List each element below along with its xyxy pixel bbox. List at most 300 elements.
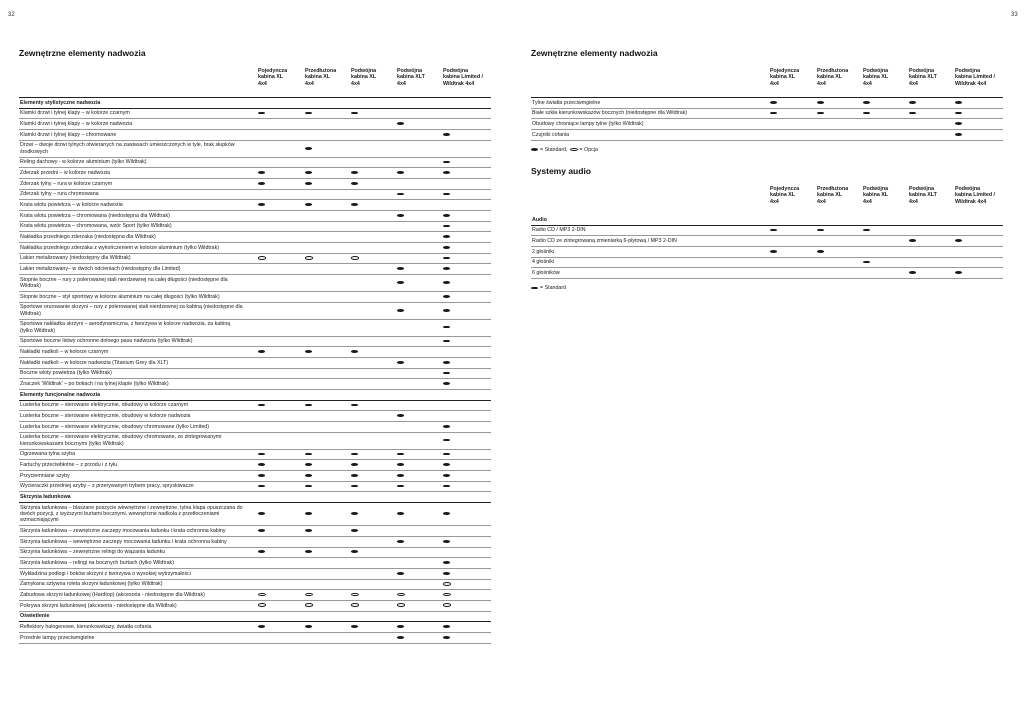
standard-mark-icon xyxy=(397,453,404,456)
standard-mark-icon xyxy=(443,485,450,488)
feature-label: Znaczek 'Wildtrak' – po bokach i na tylnej klapie (tylko Wildtrak) xyxy=(19,379,258,390)
availability-cell xyxy=(351,411,397,422)
availability-cell xyxy=(909,119,955,130)
availability-cell xyxy=(351,579,397,590)
option-mark-icon xyxy=(305,593,313,597)
availability-cell xyxy=(351,211,397,222)
standard-mark-icon xyxy=(305,147,312,150)
feature-label: Klamki drzwi i tylnej klapy – w kolorze nadwozia xyxy=(19,119,258,130)
right-audio-column-headers xyxy=(531,186,1003,215)
feature-label: Stopnie boczne – rury z polerowanej stali nierdzewnej na całej długości (niedostępne dla Wildtrak) xyxy=(19,275,258,292)
standard-mark-icon xyxy=(955,239,962,242)
availability-cell xyxy=(397,119,443,130)
availability-cell xyxy=(443,357,491,368)
availability-cell xyxy=(955,236,1003,247)
availability-cell xyxy=(351,622,397,633)
standard-mark-icon xyxy=(531,148,538,151)
availability-cell xyxy=(258,189,305,200)
availability-cell xyxy=(258,470,305,481)
availability-cell xyxy=(443,189,491,200)
availability-cell xyxy=(443,292,491,303)
legend-option-text: = Opcja xyxy=(579,146,598,153)
availability-cell xyxy=(351,449,397,460)
section-header-row xyxy=(19,98,491,109)
availability-cell xyxy=(305,253,351,264)
table-row xyxy=(19,336,491,347)
availability-cell xyxy=(258,379,305,390)
feature-label: Stopnie boczne – styl sportowy w kolorze aluminium na całej długości (tylko Wildtrak) xyxy=(19,292,258,303)
column-header-5: Podwójna kabina Limited / Wildtrak 4x4 xyxy=(955,68,996,87)
feature-label: Zderzak tylny – rura chromowana xyxy=(19,189,258,200)
standard-mark-icon xyxy=(397,361,404,364)
table-row xyxy=(19,432,491,449)
availability-cell xyxy=(351,232,397,243)
availability-cell xyxy=(443,264,491,275)
standard-mark-icon xyxy=(397,540,404,543)
availability-cell xyxy=(305,379,351,390)
table-row xyxy=(19,411,491,422)
feature-label: Sportowe boczne listwy ochronne dolnego pasa nadwozia (tylko Wildtrak) xyxy=(19,336,258,347)
feature-label: Sportowe orurowanie skrzyni – rury z polerowanej stali nierdzewnej za kabiną (niedostępne dla Wildtrak) xyxy=(19,302,258,319)
availability-cell xyxy=(817,130,863,141)
availability-cell xyxy=(909,268,955,279)
availability-cell xyxy=(909,98,955,109)
availability-cell xyxy=(397,264,443,275)
standard-mark-icon xyxy=(909,101,916,104)
table-row xyxy=(19,568,491,579)
availability-cell xyxy=(397,108,443,119)
table-row xyxy=(19,379,491,390)
availability-cell xyxy=(443,347,491,358)
availability-cell xyxy=(351,292,397,303)
availability-cell xyxy=(351,275,397,292)
standard-mark-icon xyxy=(305,485,312,488)
availability-cell xyxy=(258,211,305,222)
table-row xyxy=(531,247,1003,258)
availability-cell xyxy=(258,108,305,119)
section-title: Elementy funcjonalne nadwozia xyxy=(19,389,491,400)
availability-cell xyxy=(955,268,1003,279)
right-audio-section xyxy=(531,166,1003,291)
availability-cell xyxy=(863,268,909,279)
feature-label: Lusterka boczne – sterowane elektrycznie, obudowy w kolorze nadwozia xyxy=(19,411,258,422)
standard-mark-icon xyxy=(770,112,777,115)
availability-cell xyxy=(258,336,305,347)
availability-cell xyxy=(443,168,491,179)
availability-cell xyxy=(351,189,397,200)
availability-cell xyxy=(863,225,909,236)
standard-mark-icon xyxy=(443,161,450,164)
availability-cell xyxy=(397,411,443,422)
standard-mark-icon xyxy=(258,512,265,515)
standard-mark-icon xyxy=(955,271,962,274)
standard-mark-icon xyxy=(305,182,312,185)
availability-cell xyxy=(909,247,955,258)
standard-mark-icon xyxy=(817,101,824,104)
availability-cell xyxy=(258,275,305,292)
standard-mark-icon xyxy=(351,171,358,174)
standard-mark-icon xyxy=(397,485,404,488)
section-header-row xyxy=(19,492,491,503)
availability-cell xyxy=(397,568,443,579)
table-row xyxy=(19,232,491,243)
availability-cell xyxy=(351,253,397,264)
availability-cell xyxy=(770,108,817,119)
availability-cell xyxy=(305,292,351,303)
feature-label: Lusterka boczne – sterowane elektrycznie, obudowy chromowane, ze zintegrowanymi kierunkowskazami bocznymi (tylko Wildtrak) xyxy=(19,432,258,449)
standard-mark-icon xyxy=(258,485,265,488)
standard-mark-icon xyxy=(443,295,450,298)
availability-cell xyxy=(443,243,491,254)
standard-mark-icon xyxy=(397,281,404,284)
availability-cell xyxy=(305,243,351,254)
availability-cell xyxy=(258,243,305,254)
availability-cell xyxy=(397,460,443,471)
availability-cell xyxy=(443,481,491,492)
availability-cell xyxy=(909,236,955,247)
section-header-row xyxy=(531,215,1003,225)
availability-cell xyxy=(443,253,491,264)
section-header-row xyxy=(19,611,491,622)
standard-mark-icon xyxy=(443,572,450,575)
standard-mark-icon xyxy=(397,414,404,417)
availability-cell xyxy=(863,236,909,247)
standard-mark-icon xyxy=(351,404,358,407)
availability-cell xyxy=(305,622,351,633)
availability-cell xyxy=(955,108,1003,119)
availability-cell xyxy=(258,302,305,319)
legend-standard-text: = Standard xyxy=(540,285,567,292)
availability-cell xyxy=(305,357,351,368)
feature-label: Wycieraczki przedniej szyby – z przerywanym trybem pracy, spryskiwacze xyxy=(19,481,258,492)
availability-cell xyxy=(397,600,443,611)
availability-cell xyxy=(397,275,443,292)
standard-mark-icon xyxy=(397,463,404,466)
availability-cell xyxy=(443,422,491,433)
availability-cell xyxy=(397,211,443,222)
availability-cell xyxy=(258,200,305,211)
feature-label: Wykładzina podłogi i boków skrzyni z tworzywa o wysokiej wytrzymałości xyxy=(19,568,258,579)
availability-cell xyxy=(351,368,397,379)
left-column-headers xyxy=(19,68,491,97)
table-row xyxy=(531,236,1003,247)
availability-cell xyxy=(305,347,351,358)
feature-label: Zderzak przedni – w kolorze nadwozia xyxy=(19,168,258,179)
availability-cell xyxy=(305,157,351,168)
standard-mark-icon xyxy=(397,512,404,515)
availability-cell xyxy=(351,157,397,168)
table-row xyxy=(531,268,1003,279)
standard-mark-icon xyxy=(258,112,265,115)
availability-cell xyxy=(258,632,305,643)
availability-cell xyxy=(351,526,397,537)
availability-cell xyxy=(397,400,443,411)
standard-mark-icon xyxy=(397,309,404,312)
feature-label: Lakier metalizowany (niedostępny dla Wildtrak) xyxy=(19,253,258,264)
availability-cell xyxy=(443,232,491,243)
standard-mark-icon xyxy=(443,340,450,343)
availability-cell xyxy=(443,547,491,558)
availability-cell xyxy=(955,257,1003,268)
option-mark-icon xyxy=(351,256,359,260)
availability-cell xyxy=(351,140,397,157)
availability-cell xyxy=(817,108,863,119)
availability-cell xyxy=(305,470,351,481)
availability-cell xyxy=(258,411,305,422)
availability-cell xyxy=(258,568,305,579)
standard-mark-icon xyxy=(443,625,450,628)
availability-cell xyxy=(258,319,305,336)
table-row xyxy=(19,211,491,222)
feature-label: Nakładka przedniego zderzaka z wykończeniem w kolorze aluminium (tylko Wildtrak) xyxy=(19,243,258,254)
standard-mark-icon xyxy=(443,133,450,136)
availability-cell xyxy=(443,140,491,157)
standard-mark-icon xyxy=(909,271,916,274)
availability-cell xyxy=(351,460,397,471)
standard-mark-icon xyxy=(258,529,265,532)
option-mark-icon xyxy=(397,603,405,607)
table-row xyxy=(19,347,491,358)
standard-mark-icon xyxy=(258,404,265,407)
table-row xyxy=(531,225,1003,236)
column-header-5: Podwójna kabina Limited / Wildtrak 4x4 xyxy=(955,186,996,205)
feature-label: Krata wlotu powietrza – chromowana (niedostępna dla Wildtrak) xyxy=(19,211,258,222)
availability-cell xyxy=(305,526,351,537)
standard-mark-icon xyxy=(351,485,358,488)
standard-mark-icon xyxy=(443,382,450,385)
feature-label: Zderzak tylny – rura w kolorze czarnym xyxy=(19,179,258,190)
standard-mark-icon xyxy=(443,636,450,639)
standard-mark-icon xyxy=(305,550,312,553)
page-number-right: 33 xyxy=(1011,12,1018,18)
left-title: Zewnętrzne elementy nadwozia xyxy=(19,48,146,58)
standard-mark-icon xyxy=(351,350,358,353)
standard-mark-icon xyxy=(443,372,450,375)
feature-label: Ogrzewana tylna szyba xyxy=(19,449,258,460)
feature-label: Nakładki nadkoli – w kolorze nadwozia (Titanium Grey dla XLT) xyxy=(19,357,258,368)
availability-cell xyxy=(305,400,351,411)
availability-cell xyxy=(305,200,351,211)
availability-cell xyxy=(258,526,305,537)
table-row xyxy=(531,98,1003,109)
column-header-2: Przedłużona kabina XL 4x4 xyxy=(817,68,849,87)
availability-cell xyxy=(443,130,491,141)
section-title: Elementy stylistyczne nadwozia xyxy=(19,98,491,109)
availability-cell xyxy=(351,243,397,254)
standard-mark-icon xyxy=(351,463,358,466)
availability-cell xyxy=(351,119,397,130)
standard-mark-icon xyxy=(443,425,450,428)
left-exterior-section xyxy=(19,48,491,644)
availability-cell xyxy=(397,590,443,601)
feature-label: Radio CD / MP3 2-DIN xyxy=(531,225,770,236)
availability-cell xyxy=(258,130,305,141)
standard-mark-icon xyxy=(770,101,777,104)
feature-label: Skrzynia ładunkowa – zewnętrzne zaczepy mocowania ładunku i krata ochronna kabiny xyxy=(19,526,258,537)
availability-cell xyxy=(770,130,817,141)
column-header-4: Podwójna kabina XLT 4x4 xyxy=(397,68,425,87)
standard-mark-icon xyxy=(770,229,777,232)
feature-label: Skrzynia ładunkowa – relingi na bocznych burtach (tylko Wildtrak) xyxy=(19,558,258,569)
availability-cell xyxy=(305,579,351,590)
feature-label: Przyciemniane szyby xyxy=(19,470,258,481)
feature-label: Drzwi – dwoje drzwi tylnych otwieranych na zawiasach umieszczonych w tyle, brak słupków środkowych xyxy=(19,140,258,157)
section-title: Audio xyxy=(531,215,1003,225)
feature-label: Reflektory halogenowe, kierunkowskazy, światła cofania xyxy=(19,622,258,633)
right-exterior-title: Zewnętrzne elementy nadwozia xyxy=(531,48,658,58)
availability-cell xyxy=(397,302,443,319)
availability-cell xyxy=(258,460,305,471)
option-mark-icon xyxy=(258,256,266,260)
table-row xyxy=(19,119,491,130)
availability-cell xyxy=(909,130,955,141)
availability-cell xyxy=(397,357,443,368)
availability-cell xyxy=(351,547,397,558)
availability-cell xyxy=(258,600,305,611)
table-row xyxy=(19,200,491,211)
standard-mark-icon xyxy=(397,636,404,639)
table-row xyxy=(19,357,491,368)
availability-cell xyxy=(258,400,305,411)
feature-label: Zabudowa skrzyni ładunkowej (Hardtop) (akcesoria - niedostępne dla Wildtrak) xyxy=(19,590,258,601)
column-header-1: Pojedyncza kabina XL 4x4 xyxy=(258,68,288,87)
availability-cell xyxy=(443,211,491,222)
availability-cell xyxy=(258,536,305,547)
availability-cell xyxy=(443,432,491,449)
standard-mark-icon xyxy=(305,171,312,174)
right-audio-title: Systemy audio xyxy=(531,166,591,176)
availability-cell xyxy=(397,547,443,558)
standard-mark-icon xyxy=(955,112,962,115)
standard-mark-icon xyxy=(258,550,265,553)
legend-standard-text: = Standard, xyxy=(540,146,568,153)
feature-label: Obudowy chroniące lampy tylne (tylko Wildtrak) xyxy=(531,119,770,130)
table-row xyxy=(19,449,491,460)
standard-mark-icon xyxy=(397,572,404,575)
availability-cell xyxy=(258,579,305,590)
availability-cell xyxy=(351,481,397,492)
availability-cell xyxy=(397,432,443,449)
feature-label: Pokrywa skrzyni ładunkowej (akcesoria - niedostępne dla Wildtrak) xyxy=(19,600,258,611)
availability-cell xyxy=(817,236,863,247)
standard-mark-icon xyxy=(443,193,450,196)
standard-mark-icon xyxy=(351,512,358,515)
table-row xyxy=(19,558,491,569)
table-row xyxy=(19,526,491,537)
feature-label: Lusterka boczne – sterowane elektrycznie, obudowy chromowane (tylko Limited) xyxy=(19,422,258,433)
feature-label: Czujniki cofania xyxy=(531,130,770,141)
standard-mark-icon xyxy=(397,474,404,477)
feature-label: Tylne światła przeciwmgielne xyxy=(531,98,770,109)
availability-cell xyxy=(305,568,351,579)
standard-mark-icon xyxy=(443,540,450,543)
standard-mark-icon xyxy=(258,182,265,185)
availability-cell xyxy=(397,632,443,643)
availability-cell xyxy=(443,536,491,547)
right-exterior-legend xyxy=(531,147,1003,153)
table-row xyxy=(19,189,491,200)
standard-mark-icon xyxy=(863,112,870,115)
standard-mark-icon xyxy=(443,214,450,217)
availability-cell xyxy=(397,130,443,141)
availability-cell xyxy=(443,302,491,319)
availability-cell xyxy=(955,225,1003,236)
availability-cell xyxy=(817,119,863,130)
availability-cell xyxy=(351,168,397,179)
availability-cell xyxy=(443,400,491,411)
table-row xyxy=(19,481,491,492)
availability-cell xyxy=(443,275,491,292)
availability-cell xyxy=(397,503,443,526)
availability-cell xyxy=(443,157,491,168)
availability-cell xyxy=(305,503,351,526)
standard-mark-icon xyxy=(305,112,312,115)
option-mark-icon xyxy=(570,148,578,152)
page-number-left: 32 xyxy=(8,12,15,18)
availability-cell xyxy=(258,368,305,379)
standard-mark-icon xyxy=(443,361,450,364)
table-row xyxy=(19,470,491,481)
availability-cell xyxy=(770,98,817,109)
option-mark-icon xyxy=(305,603,313,607)
feature-label: Lusterka boczne – sterowane elektrycznie, obudowy w kolorze czarnym xyxy=(19,400,258,411)
availability-cell xyxy=(397,243,443,254)
option-mark-icon xyxy=(258,593,266,597)
availability-cell xyxy=(863,257,909,268)
standard-mark-icon xyxy=(443,453,450,456)
standard-mark-icon xyxy=(443,561,450,564)
availability-cell xyxy=(258,140,305,157)
availability-cell xyxy=(397,189,443,200)
availability-cell xyxy=(258,264,305,275)
availability-cell xyxy=(258,622,305,633)
standard-mark-icon xyxy=(443,512,450,515)
availability-cell xyxy=(305,221,351,232)
availability-cell xyxy=(305,460,351,471)
availability-cell xyxy=(305,119,351,130)
availability-cell xyxy=(397,347,443,358)
column-header-2: Przedłużona kabina XL 4x4 xyxy=(817,186,849,205)
feature-label: Białe szkła kierunkowskazów bocznych (niedostępne dla Wildtrak) xyxy=(531,108,770,119)
standard-mark-icon xyxy=(443,171,450,174)
availability-cell xyxy=(351,264,397,275)
standard-mark-icon xyxy=(258,203,265,206)
feature-label: 6 głośników xyxy=(531,268,770,279)
feature-label: Skrzynia ładunkowa – wewnętrzne zaczepy mocowania ładunku i krata ochronna kabiny xyxy=(19,536,258,547)
column-header-1: Pojedyncza kabina XL 4x4 xyxy=(770,186,800,205)
availability-cell xyxy=(305,547,351,558)
availability-cell xyxy=(258,432,305,449)
standard-mark-icon xyxy=(305,512,312,515)
table-row xyxy=(19,579,491,590)
table-row xyxy=(531,108,1003,119)
availability-cell xyxy=(863,108,909,119)
standard-mark-icon xyxy=(443,281,450,284)
availability-cell xyxy=(258,481,305,492)
availability-cell xyxy=(443,558,491,569)
standard-mark-icon xyxy=(397,171,404,174)
availability-cell xyxy=(909,108,955,119)
availability-cell xyxy=(258,449,305,460)
availability-cell xyxy=(443,470,491,481)
availability-cell xyxy=(863,119,909,130)
availability-cell xyxy=(258,503,305,526)
availability-cell xyxy=(258,590,305,601)
section-header-row xyxy=(19,389,491,400)
table-row xyxy=(19,590,491,601)
availability-cell xyxy=(443,449,491,460)
availability-cell xyxy=(443,368,491,379)
